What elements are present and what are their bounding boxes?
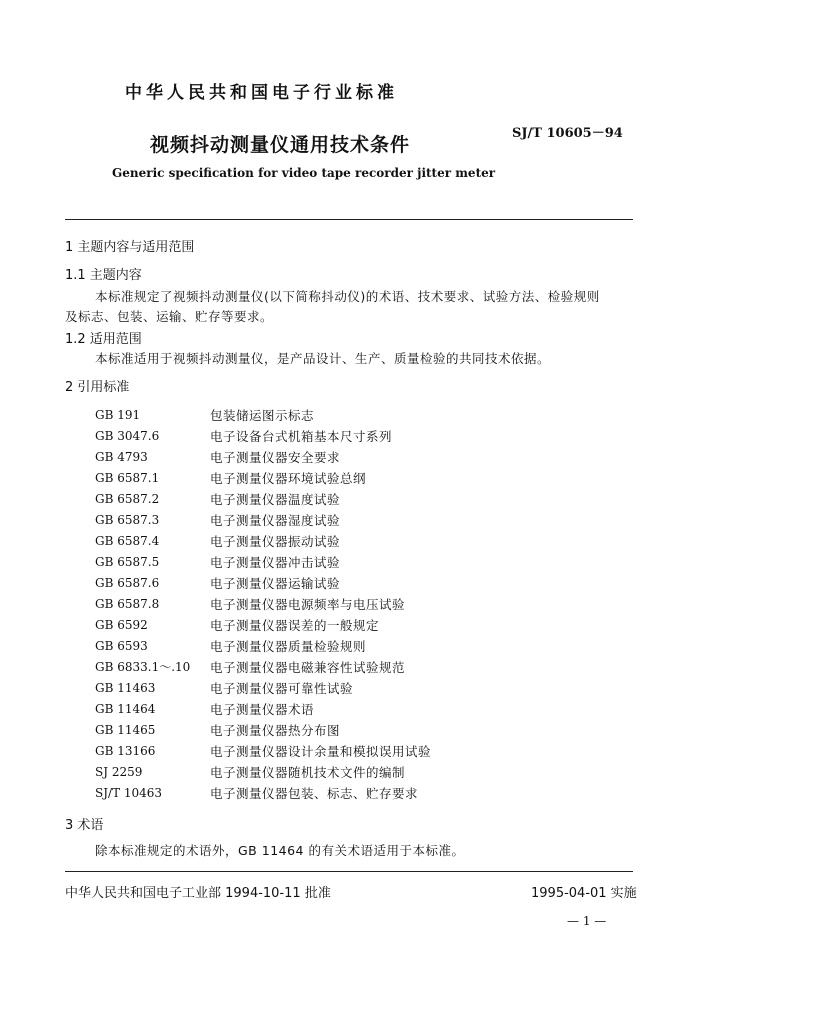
reference-code: GB 11463 [95, 680, 156, 695]
reference-row [95, 656, 555, 677]
reference-code: GB 191 [95, 407, 141, 422]
reference-row [95, 719, 555, 740]
section-3-text: 除本标准规定的术语外，GB 11464 的有关术语适用于本标准。 [95, 843, 465, 858]
reference-title: 电子测量仪器可靠性试验 [210, 680, 354, 696]
effective-date: 1995-04-01 实施 [531, 886, 637, 901]
reference-title: 电子测量仪器安全要求 [210, 449, 341, 465]
reference-code: GB 6593 [95, 638, 148, 653]
section-2-heading: 2 引用标准 [65, 380, 130, 395]
reference-title: 电子测量仪器包装、标志、贮存要求 [210, 785, 419, 801]
section-3-heading: 3 术语 [65, 818, 104, 833]
reference-title: 电子测量仪器电源频率与电压试验 [210, 596, 406, 612]
reference-title: 电子测量仪器误差的一般规定 [210, 617, 380, 633]
reference-code: GB 6587.1 [95, 470, 160, 485]
reference-row [95, 551, 555, 572]
reference-row [95, 488, 555, 509]
reference-title: 电子测量仪器温度试验 [210, 491, 341, 507]
section-1-1-heading: 1.1 主题内容 [65, 268, 142, 283]
reference-title: 包装储运图示标志 [210, 407, 315, 423]
section-1-2-text: 本标准适用于视频抖动测量仪，是产品设计、生产、质量检验的共同技术依据。 [95, 351, 551, 366]
reference-title: 电子测量仪器冲击试验 [210, 554, 341, 570]
page-number: — 1 — [567, 914, 607, 928]
reference-row [95, 509, 555, 530]
reference-title: 电子测量仪器电磁兼容性试验规范 [210, 659, 406, 675]
reference-row [95, 404, 555, 425]
reference-code: GB 13166 [95, 743, 156, 758]
issuing-organization: 中华人民共和国电子行业标准 [125, 83, 398, 103]
reference-row [95, 425, 555, 446]
reference-code: GB 6592 [95, 617, 148, 632]
approval-date: 中华人民共和国电子工业部 1994-10-11 批准 [65, 886, 331, 901]
section-1-heading: 1 主题内容与适用范围 [65, 240, 195, 255]
reference-code: GB 3047.6 [95, 428, 160, 443]
reference-title: 电子测量仪器湿度试验 [210, 512, 341, 528]
reference-code: GB 4793 [95, 449, 148, 464]
section-1-2-heading: 1.2 适用范围 [65, 332, 142, 347]
reference-title: 电子测量仪器环境试验总纲 [210, 470, 367, 486]
reference-title: 电子测量仪器热分布图 [210, 722, 341, 738]
reference-code: GB 11465 [95, 722, 156, 737]
header-divider [65, 219, 633, 220]
section-1-1-text-line-1: 本标准规定了视频抖动测量仪(以下简称抖动仪)的术语、技术要求、试验方法、检验规则 [95, 289, 600, 304]
reference-row [95, 530, 555, 551]
reference-row [95, 698, 555, 719]
reference-title: 电子测量仪器术语 [210, 701, 315, 717]
reference-title: 电子设备台式机箱基本尺寸系列 [210, 428, 393, 444]
reference-title: 电子测量仪器随机技术文件的编制 [210, 764, 406, 780]
reference-row [95, 677, 555, 698]
reference-code: GB 6587.4 [95, 533, 160, 548]
english-title: Generic specification for video tape recorder jitter meter [112, 166, 496, 180]
standard-code: SJ/T 10605－94 [512, 126, 623, 141]
reference-title: 电子测量仪器振动试验 [210, 533, 341, 549]
reference-title: 电子测量仪器质量检验规则 [210, 638, 367, 654]
reference-code: SJ/T 10463 [95, 785, 163, 800]
reference-code: GB 6587.5 [95, 554, 160, 569]
reference-row [95, 782, 555, 803]
reference-code: GB 6833.1～.10 [95, 660, 191, 674]
reference-list [95, 404, 555, 803]
reference-row [95, 467, 555, 488]
reference-code: SJ 2259 [95, 764, 143, 779]
section-1-1-text-line-2: 及标志、包装、运输、贮存等要求。 [65, 309, 274, 324]
reference-code: GB 6587.8 [95, 596, 160, 611]
reference-title: 电子测量仪器运输试验 [210, 575, 341, 591]
reference-row [95, 635, 555, 656]
reference-row [95, 761, 555, 782]
reference-row [95, 446, 555, 467]
reference-row [95, 572, 555, 593]
document-title: 视频抖动测量仪通用技术条件 [150, 134, 411, 156]
reference-code: GB 6587.3 [95, 512, 160, 527]
reference-code: GB 6587.2 [95, 491, 160, 506]
reference-title: 电子测量仪器设计余量和模拟误用试验 [210, 743, 432, 759]
reference-row [95, 614, 555, 635]
reference-row [95, 593, 555, 614]
reference-code: GB 11464 [95, 701, 156, 716]
footer-divider [65, 871, 633, 872]
reference-code: GB 6587.6 [95, 575, 160, 590]
reference-row [95, 740, 555, 761]
